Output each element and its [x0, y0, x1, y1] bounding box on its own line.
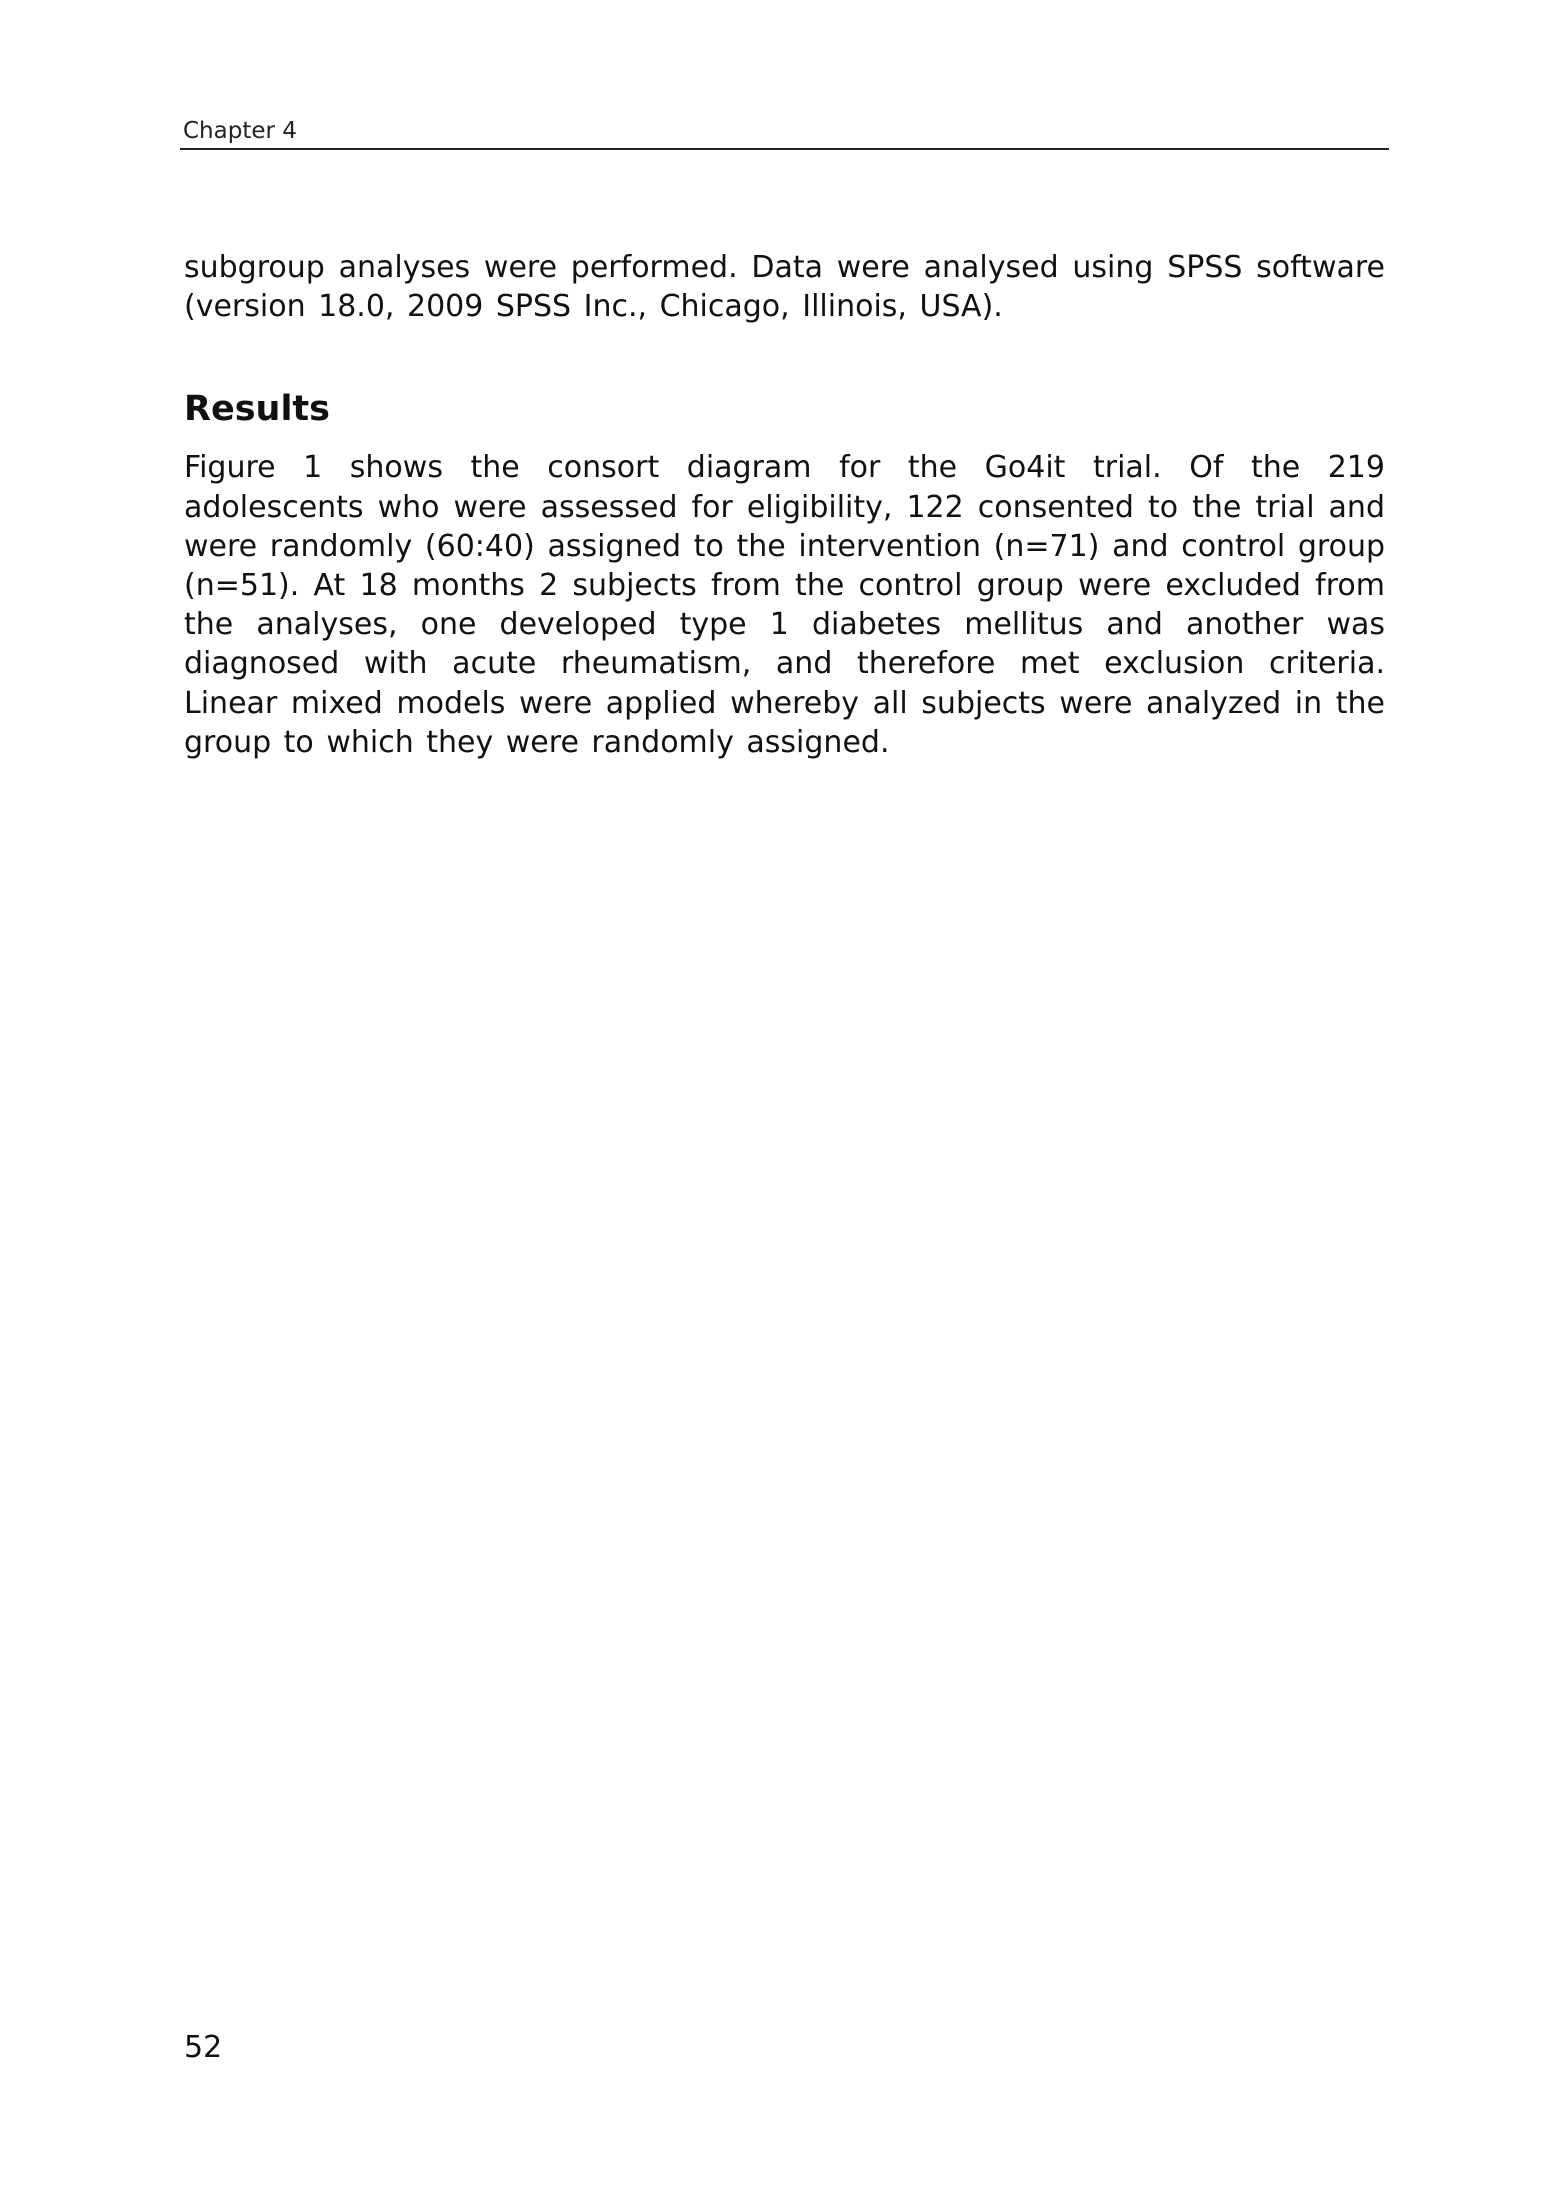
page-number: 52	[184, 2030, 223, 2065]
results-paragraph: Figure 1 shows the consort diagram for the Go4it trial. Of the 219 adolescents who were assessed for eligibility, 122 consented to the trial and were randomly (60:40) assigned to the intervention (n=71) and control group (n=51). At 18 months 2 subjects from the control group were excluded from the analyses, one developed type 1 diabetes mellitus and another was diagnosed with acute rheumatism, and therefore met exclusion criteria. Linear mixed models were applied whereby all subjects were analyzed in the group to which they were randomly assigned.	[184, 450, 1385, 760]
running-header	[180, 114, 1389, 150]
running-header-title: Chapter 4	[183, 118, 297, 144]
section-heading-results: Results	[184, 389, 330, 430]
page-content	[184, 248, 1385, 762]
intro-paragraph: subgroup analyses were performed. Data were analysed using SPSS software (version 18.0, 2009 SPSS Inc., Chicago, Illinois, USA).	[184, 250, 1385, 325]
